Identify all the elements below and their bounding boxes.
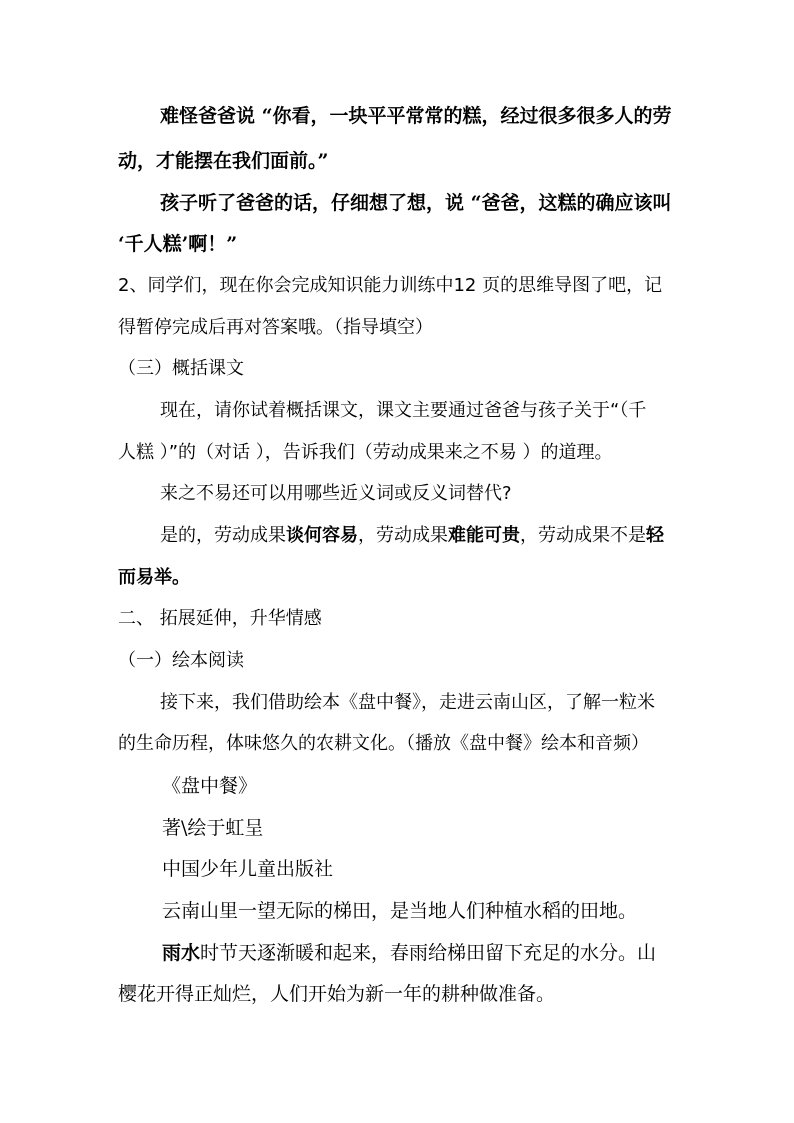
- paragraph-line: [160, 524, 664, 548]
- paragraph-line: 现在，请你试着概括课文，课文主要通过爸爸与孩子关于“（千: [160, 400, 647, 421]
- section-heading: 二、 拓展延伸，升华情感: [118, 608, 322, 629]
- book-author: 著\绘于虹呈: [162, 817, 264, 839]
- emphasis-text: 轻: [646, 525, 664, 546]
- paragraph-line: 动，才能摆在我们面前。”: [118, 150, 329, 172]
- paragraph-line: 孩子听了爸爸的话，仔细想了想，说 “爸爸，这糕的确应该叫: [160, 192, 672, 214]
- paragraph-line: 而易举。: [118, 567, 190, 588]
- emphasis-text: 雨水: [162, 942, 201, 964]
- paragraph-line: 人糕 ）”的（对话 ），告诉我们（劳动成果来之不易 ）的道理。: [118, 442, 613, 463]
- paragraph-line: 的生命历程，体味悠久的农耕文化。（播放《盘中餐》绘本和音频）: [118, 733, 649, 754]
- paragraph-line: [162, 941, 656, 965]
- paragraph-line: 樱花开得正灿烂，人们开始为新一年的耕种做准备。: [118, 983, 556, 1005]
- section-heading: （三）概括课文: [118, 358, 244, 379]
- paragraph-line: ‘千人糕’啊！”: [118, 233, 238, 255]
- book-publisher: 中国少年儿童出版社: [162, 858, 334, 880]
- text-run: ，劳动成果不是: [520, 525, 646, 546]
- text-run: 是的，劳动成果: [160, 525, 286, 546]
- paragraph-line: 2、同学们，现在你会完成知识能力训练中12 页的思维导图了吧，记: [118, 275, 663, 296]
- text-run: ，劳动成果: [358, 525, 448, 546]
- paragraph-line: 得暂停完成后再对答案哦。（指导填空）: [118, 317, 433, 338]
- emphasis-text: 难能可贵: [448, 525, 520, 546]
- paragraph-line: 接下来，我们借助绘本《盘中餐》，走进云南山区，了解一粒米: [160, 692, 655, 713]
- paragraph-line: 云南山里一望无际的梯田，是当地人们种植水稻的田地。: [162, 900, 638, 922]
- emphasis-text: 谈何容易: [286, 525, 358, 546]
- paragraph-line: 来之不易还可以用哪些近义词或反义词替代?: [160, 483, 512, 504]
- section-heading: （一）绘本阅读: [118, 650, 244, 671]
- text-run: 时节天逐渐暖和起来，春雨给梯田留下充足的水分。山: [200, 942, 657, 964]
- paragraph-line: 难怪爸爸说 “你看，一块平平常常的糕，经过很多很多人的劳: [160, 105, 672, 127]
- book-title: 《盘中餐》: [162, 775, 258, 797]
